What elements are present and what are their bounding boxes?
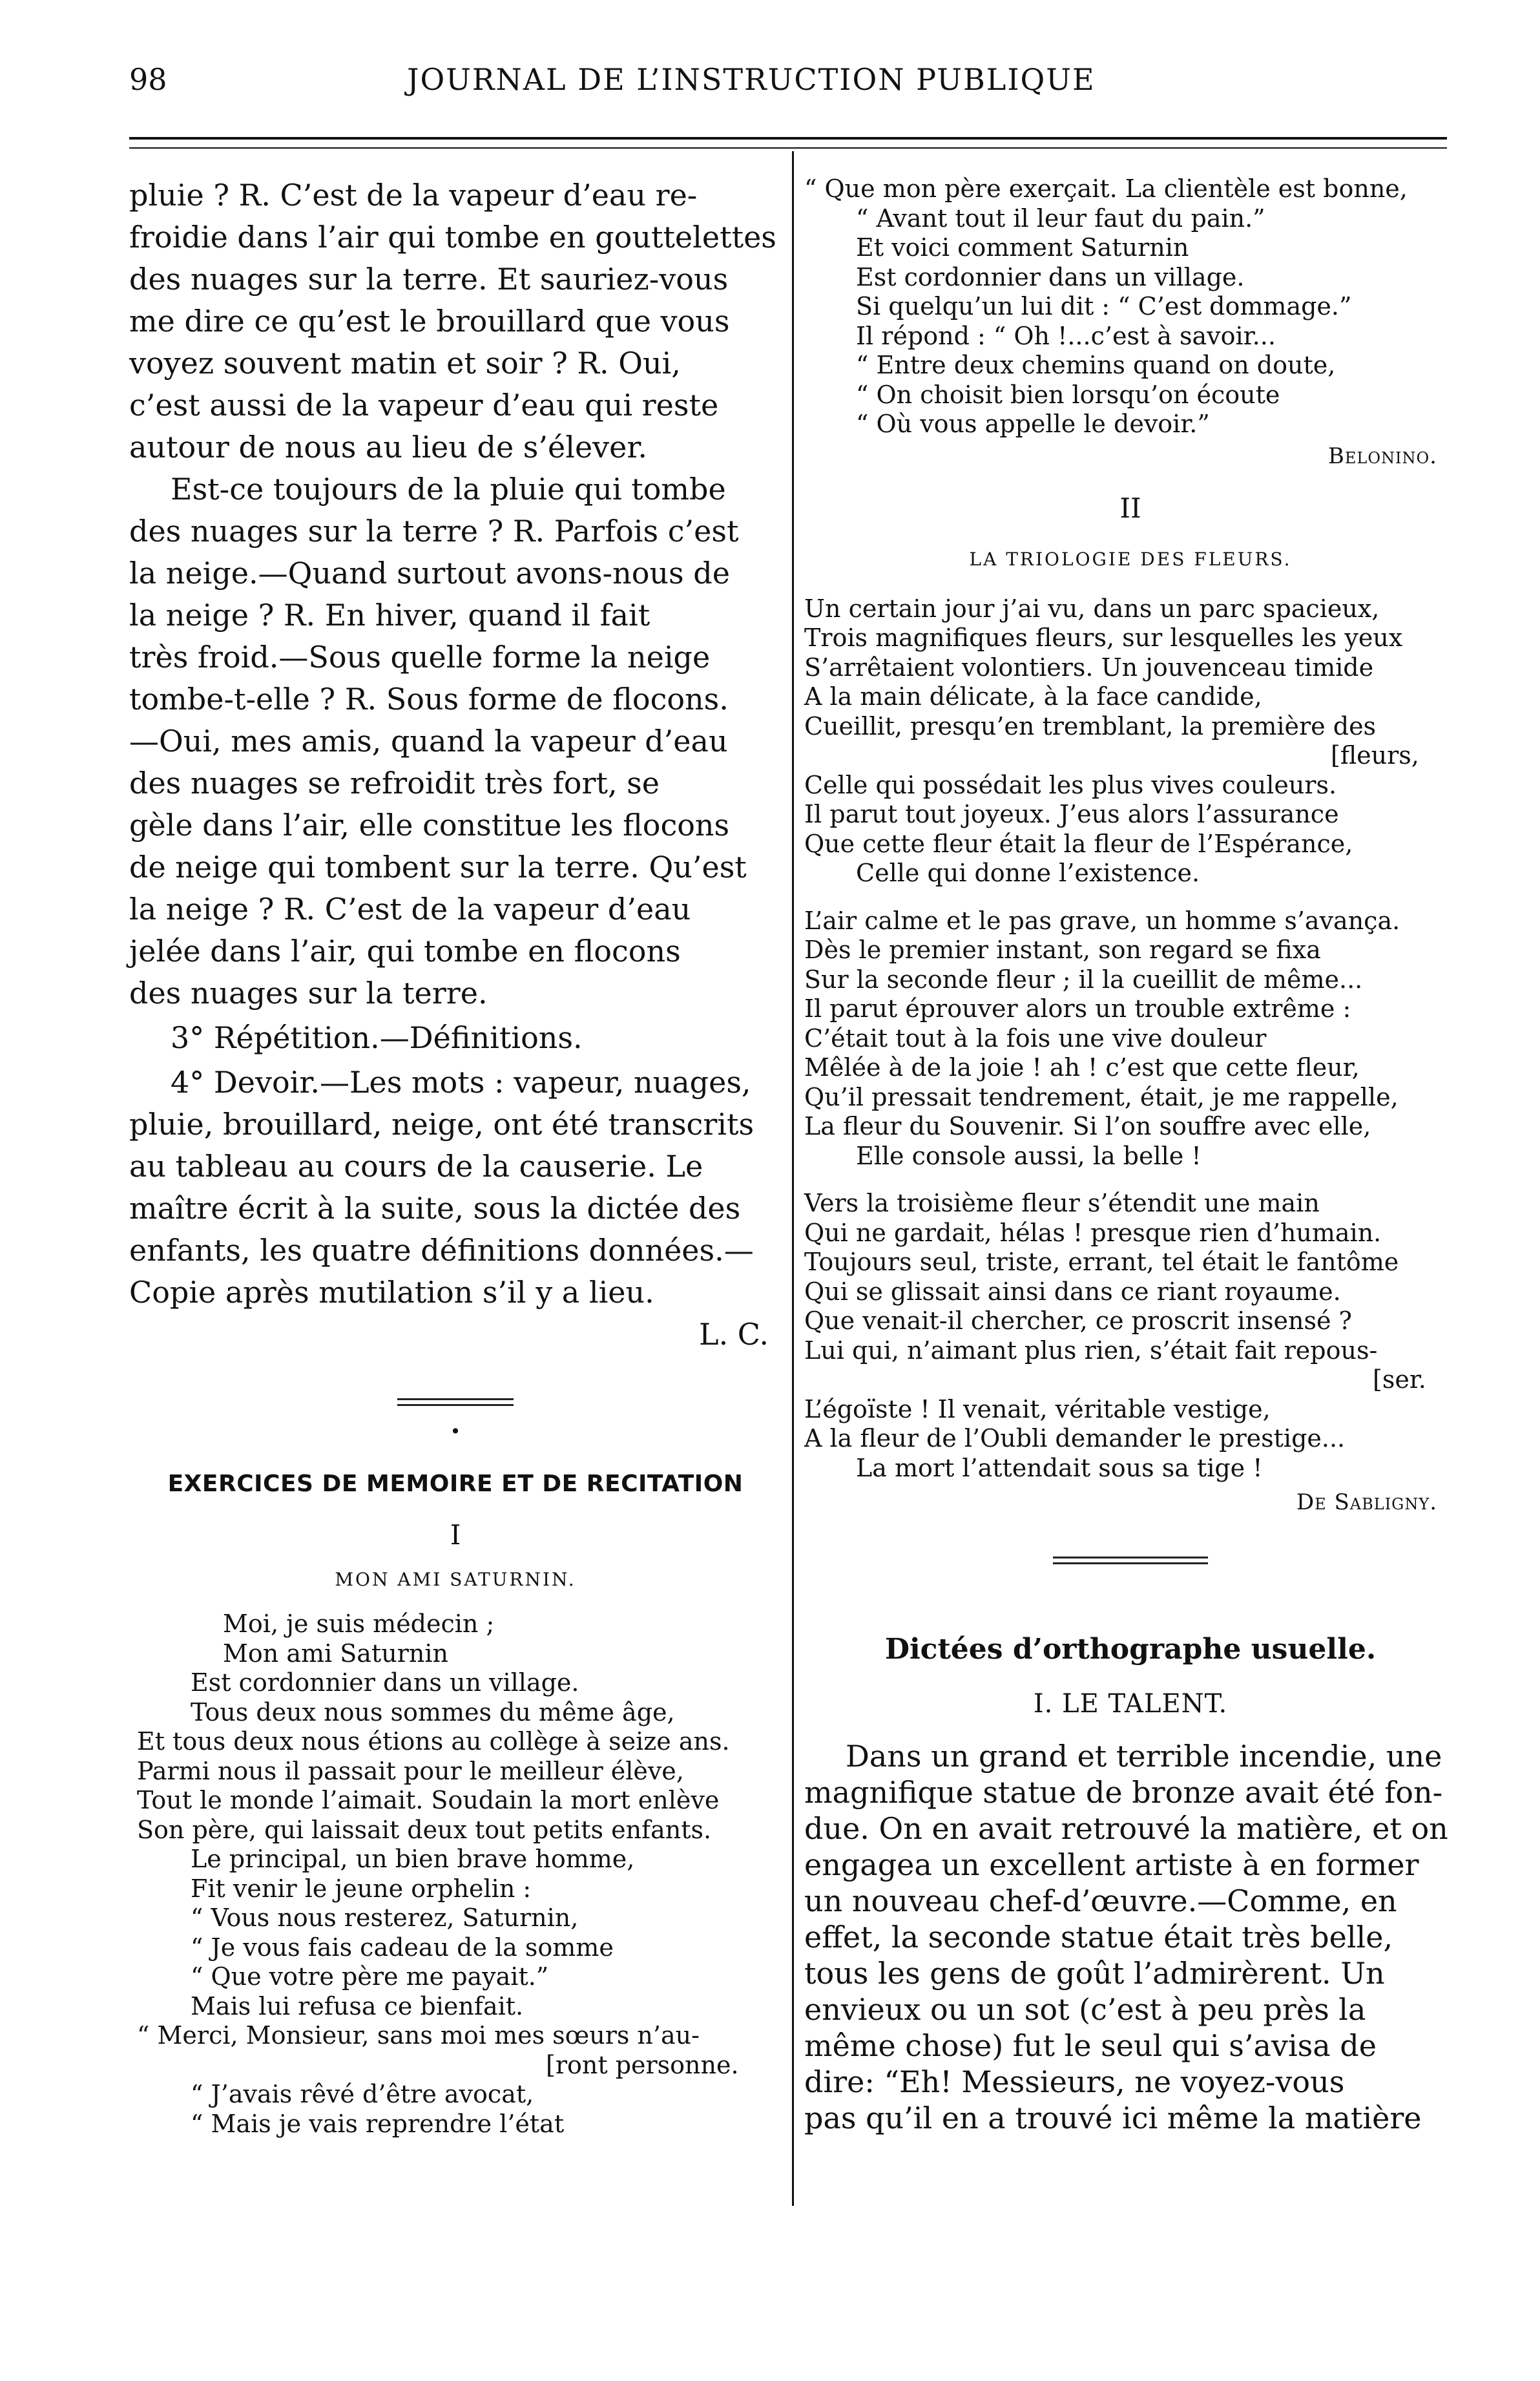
verse-line: Mais lui refusa ce bienfait. bbox=[191, 1991, 524, 2020]
text-line: envieux ou un sot (c’est à peu près la bbox=[804, 1992, 1366, 2027]
verse-line: “ Vous nous resterez, Saturnin, bbox=[191, 1904, 579, 1932]
section-title: EXERCICES DE MEMOIRE ET DE RECITATION bbox=[167, 1471, 744, 1497]
poem-author bbox=[804, 1489, 1457, 1515]
text-line: enfants, les quatre définitions données.— bbox=[129, 1233, 754, 1268]
section-divider bbox=[1053, 1557, 1208, 1564]
verse-line: Mon ami Saturnin bbox=[223, 1639, 448, 1668]
verse-line: Son père, qui laissait deux tout petits enfants. bbox=[137, 1815, 712, 1844]
text-line: la neige ? R. C’est de la vapeur d’eau bbox=[129, 892, 691, 927]
verse-line: [ser. bbox=[1373, 1365, 1426, 1394]
verse-line: “ Que mon père exerçait. La clientèle est bonne, bbox=[804, 174, 1408, 203]
verse-line: Est cordonnier dans un village. bbox=[191, 1668, 579, 1697]
divider-dot: • bbox=[450, 1421, 461, 1442]
header-rule-thick bbox=[129, 137, 1447, 140]
text-line: dire: “Eh! Messieurs, ne voyez-vous bbox=[804, 2064, 1345, 2099]
poem-saturnin-continued bbox=[804, 174, 1457, 439]
author-name: De Sabligny. bbox=[1296, 1489, 1437, 1515]
poem-title: LA TRIOLOGIE DES FLEURS. bbox=[969, 548, 1292, 570]
text-line: Est-ce toujours de la pluie qui tombe bbox=[171, 472, 726, 507]
text-line: 3° Répétition.—Définitions. bbox=[171, 1020, 583, 1055]
verse-line: Il parut tout joyeux. J’eus alors l’assurance bbox=[804, 800, 1339, 828]
verse-line: Le principal, un bien brave homme, bbox=[191, 1845, 635, 1873]
verse-line: Celle qui donne l’existence. bbox=[856, 859, 1200, 887]
verse-line: “ J’avais rêvé d’être avocat, bbox=[191, 2080, 534, 2108]
verse-line: Il répond : “ Oh !...c’est à savoir... bbox=[856, 321, 1276, 350]
verse-line: Il parut éprouver alors un trouble extrême : bbox=[804, 994, 1351, 1023]
lesson-paragraph-1 bbox=[129, 174, 782, 468]
text-line: tombe-t-elle ? R. Sous forme de flocons. bbox=[129, 682, 729, 717]
verse-line: Mêlée à de la joie ! ah ! c’est que cette fleur, bbox=[804, 1053, 1360, 1082]
verse-line: Elle console aussi, la belle ! bbox=[856, 1141, 1202, 1170]
verse-line: A la main délicate, à la face candide, bbox=[804, 682, 1262, 711]
poem-triologie-stanza-1 bbox=[804, 594, 1457, 888]
text-line: pas qu’il en a trouvé ici même la matière bbox=[804, 2101, 1422, 2135]
verse-line: “ Où vous appelle le devoir.” bbox=[856, 410, 1210, 438]
right-column bbox=[804, 174, 1457, 2136]
text-line: des nuages sur la terre. bbox=[129, 976, 488, 1011]
text-line: Dans un grand et terrible incendie, une bbox=[846, 1739, 1442, 1774]
verse-line: S’arrêtaient volontiers. Un jouvenceau timide bbox=[804, 653, 1374, 682]
verse-line: Sur la seconde fleur ; il la cueillit de même... bbox=[804, 965, 1363, 994]
poem-author bbox=[804, 443, 1457, 469]
page-header bbox=[129, 62, 1447, 107]
verse-line: Toujours seul, triste, errant, tel était le fantôme bbox=[804, 1248, 1399, 1276]
verse-line: Que venait-il chercher, ce proscrit insensé ? bbox=[804, 1306, 1352, 1335]
text-line: un nouveau chef-d’œuvre.—Comme, en bbox=[804, 1883, 1397, 1918]
devoir-paragraph bbox=[129, 1062, 782, 1314]
text-line: de neige qui tombent sur la terre. Qu’est bbox=[129, 850, 747, 885]
dictee-paragraph bbox=[804, 1738, 1457, 2136]
text-line: c’est aussi de la vapeur d’eau qui reste bbox=[129, 388, 719, 423]
verse-line: Tout le monde l’aimait. Soudain la mort enlève bbox=[137, 1786, 720, 1814]
verse-line: “ Avant tout il leur faut du pain.” bbox=[856, 204, 1265, 233]
text-line: tous les gens de goût l’admirèrent. Un bbox=[804, 1956, 1385, 1991]
verse-line: L’air calme et le pas grave, un homme s’avança. bbox=[804, 906, 1400, 935]
page-number: 98 bbox=[129, 62, 167, 97]
text-line: même chose) fut le seul qui s’avisa de bbox=[804, 2028, 1377, 2063]
verse-line: A la fleur de l’Oubli demander le prestige... bbox=[804, 1424, 1346, 1453]
verse-line: Fit venir le jeune orphelin : bbox=[191, 1874, 532, 1903]
verse-line: Moi, je suis médecin ; bbox=[223, 1610, 495, 1638]
repetition-line bbox=[129, 1017, 782, 1059]
text-line: très froid.—Sous quelle forme la neige bbox=[129, 640, 711, 675]
verse-line: “ Entre deux chemins quand on doute, bbox=[856, 351, 1336, 379]
verse-line: Trois magnifiques fleurs, sur lesquelles les yeux bbox=[804, 624, 1403, 652]
text-line: pluie ? R. C’est de la vapeur d’eau re- bbox=[129, 178, 698, 213]
verse-line: Qu’il pressait tendrement, était, je me rappelle, bbox=[804, 1082, 1399, 1111]
text-line: au tableau au cours de la causerie. Le bbox=[129, 1149, 703, 1184]
verse-line: Qui ne gardait, hélas ! presque rien d’humain. bbox=[804, 1218, 1382, 1247]
verse-line: La mort l’attendait sous sa tige ! bbox=[856, 1453, 1263, 1482]
verse-line: Celle qui possédait les plus vives couleurs. bbox=[804, 770, 1337, 799]
text-line: magnifique statue de bronze avait été fon- bbox=[804, 1775, 1443, 1810]
text-line: effet, la seconde statue était très belle, bbox=[804, 1920, 1393, 1955]
text-line: due. On en avait retrouvé la matière, et on bbox=[804, 1811, 1448, 1846]
dictee-title: Dictées d’orthographe usuelle. bbox=[884, 1633, 1377, 1666]
section-divider bbox=[397, 1398, 514, 1406]
text-line: Copie après mutilation s’il y a lieu. bbox=[129, 1275, 654, 1310]
verse-line: “ Mais je vais reprendre l’état bbox=[191, 2109, 565, 2138]
poem-number: II bbox=[1119, 492, 1141, 524]
text-line: me dire ce qu’est le brouillard que vous bbox=[129, 304, 730, 339]
text-line: la neige.—Quand surtout avons-nous de bbox=[129, 556, 730, 591]
verse-line: “ On choisit bien lorsqu’on écoute bbox=[856, 380, 1280, 409]
poem-number: I bbox=[450, 1519, 461, 1551]
text-line: autour de nous au lieu de s’élever. bbox=[129, 430, 647, 465]
verse-line: Lui qui, n’aimant plus rien, s’était fait repous- bbox=[804, 1336, 1378, 1365]
verse-line: Vers la troisième fleur s’étendit une main bbox=[804, 1189, 1320, 1217]
text-line: froidie dans l’air qui tombe en gouttelettes bbox=[129, 220, 776, 255]
verse-line: [fleurs, bbox=[1331, 741, 1419, 770]
lesson-signature: L. C. bbox=[699, 1317, 769, 1352]
poem-mon-ami-saturnin bbox=[129, 1610, 782, 2139]
column-divider bbox=[792, 151, 794, 2206]
verse-line: Un certain jour j’ai vu, dans un parc spacieux, bbox=[804, 594, 1380, 623]
verse-line: C’était tout à la fois une vive douleur bbox=[804, 1023, 1267, 1053]
verse-line: Et tous deux nous étions au collège à seize ans. bbox=[137, 1727, 730, 1756]
verse-line: Tous deux nous sommes du même âge, bbox=[191, 1697, 675, 1726]
verse-line: [ront personne. bbox=[546, 2050, 739, 2079]
text-line: des nuages se refroidit très fort, se bbox=[129, 766, 660, 801]
text-line: pluie, brouillard, neige, ont été transcrits bbox=[129, 1107, 754, 1142]
text-line: jelée dans l’air, qui tombe en flocons bbox=[129, 934, 681, 969]
text-line: voyez souvent matin et soir ? R. Oui, bbox=[129, 346, 681, 381]
verse-line: “ Que votre père me payait.” bbox=[191, 1962, 549, 1991]
dictee-subtitle: I. LE TALENT. bbox=[1033, 1689, 1228, 1719]
poem-triologie-stanza-3 bbox=[804, 1189, 1457, 1483]
poem-triologie-stanza-2 bbox=[804, 907, 1457, 1171]
text-line: la neige ? R. En hiver, quand il fait bbox=[129, 598, 650, 633]
verse-line: “ Merci, Monsieur, sans moi mes sœurs n’au- bbox=[137, 2021, 700, 2050]
text-line: 4° Devoir.—Les mots : vapeur, nuages, bbox=[171, 1065, 751, 1100]
verse-line: Parmi nous il passait pour le meilleur élève, bbox=[137, 1756, 684, 1785]
left-column bbox=[129, 174, 782, 2139]
verse-line: “ Je vous fais cadeau de la somme bbox=[191, 1933, 614, 1962]
text-line: maître écrit à la suite, sous la dictée des bbox=[129, 1191, 741, 1226]
author-name: Belonino. bbox=[1327, 443, 1437, 469]
text-line: gèle dans l’air, elle constitue les flocons bbox=[129, 808, 730, 843]
verse-line: Cueillit, presqu’en tremblant, la première des bbox=[804, 711, 1377, 740]
verse-line: La fleur du Souvenir. Si l’on souffre avec elle, bbox=[804, 1112, 1371, 1140]
verse-line: Dès le premier instant, son regard se fixa bbox=[804, 936, 1321, 964]
text-line: engagea un excellent artiste à en former bbox=[804, 1847, 1419, 1882]
poem-title: MON AMI SATURNIN. bbox=[335, 1569, 576, 1590]
verse-line: Et voici comment Saturnin bbox=[856, 233, 1189, 262]
verse-line: Que cette fleur était la fleur de l’Espérance, bbox=[804, 829, 1353, 858]
journal-title: JOURNAL DE L’INSTRUCTION PUBLIQUE bbox=[407, 62, 1096, 97]
lesson-paragraph-2 bbox=[129, 468, 782, 1014]
text-line: des nuages sur la terre. Et sauriez-vous bbox=[129, 262, 729, 297]
verse-line: Qui se glissait ainsi dans ce riant royaume. bbox=[804, 1277, 1341, 1306]
verse-line: L’égoïste ! Il venait, véritable vestige, bbox=[804, 1394, 1271, 1423]
text-line: des nuages sur la terre ? R. Parfois c’est bbox=[129, 514, 739, 549]
verse-line: Est cordonnier dans un village. bbox=[856, 262, 1245, 291]
header-rule-thin bbox=[129, 147, 1447, 149]
text-line: —Oui, mes amis, quand la vapeur d’eau bbox=[129, 724, 728, 759]
verse-line: Si quelqu’un lui dit : “ C’est dommage.” bbox=[856, 292, 1352, 320]
